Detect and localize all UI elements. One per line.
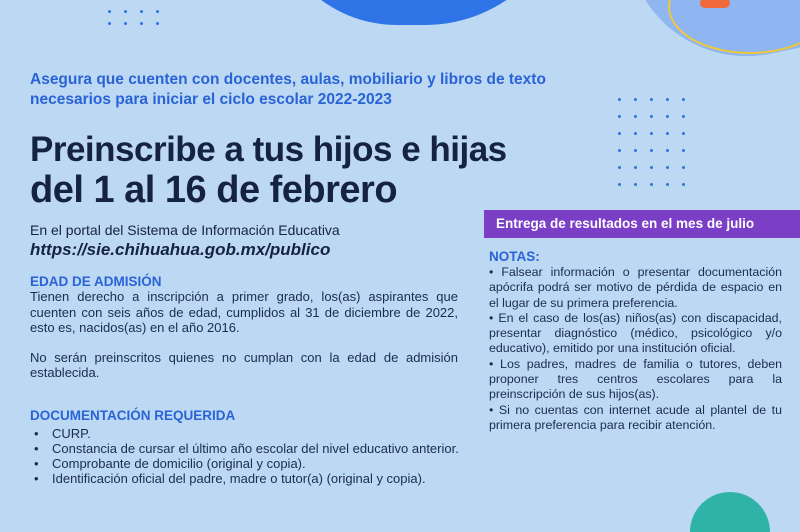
notes-list <box>489 265 782 433</box>
list-item: • Falsear información o presentar documentación apócrifa podrá ser motivo de pérdida de espacio en el lugar de su primera preferencia. <box>489 265 782 310</box>
admission-section <box>30 274 458 381</box>
admission-heading: EDAD DE ADMISIÓN <box>30 274 162 289</box>
list-item: • Comprobante de domicilio (original y copia). <box>34 456 464 471</box>
title-line-2: del 1 al 16 de febrero <box>30 169 398 211</box>
list-item: • En el caso de los(as) niños(as) con discapacidad, presentar diagnóstico (médico, psicológico y/o educativo), emitido por una institución oficial. <box>489 310 782 356</box>
admission-paragraph-1: Tienen derecho a inscripción a primer grado, los(as) aspirantes que cuenten con seis años de edad, cumplidos al 31 de diciembre de 2022, esto es, nacidos(as) en el año 2016. <box>30 289 458 335</box>
pencil-icon <box>700 0 730 8</box>
documents-list <box>34 426 464 486</box>
list-item: • Constancia de cursar el último año escolar del nivel educativo anterior. <box>34 441 464 456</box>
decorative-teal-arc <box>690 492 770 532</box>
list-item: • CURP. <box>34 426 464 441</box>
decorative-blue-blob <box>270 0 570 25</box>
documents-heading: DOCUMENTACIÓN REQUERIDA <box>30 408 236 423</box>
portal-url[interactable]: https://sie.chihuahua.gob.mx/publico <box>30 240 331 259</box>
admission-paragraph-2: No serán preinscritos quienes no cumplan con la edad de admisión establecida. <box>30 350 458 381</box>
subtitle: Asegura que cuenten con docentes, aulas, mobiliario y libros de texto necesarios para iniciar el ciclo escolar 2022-2023 <box>30 71 546 108</box>
decorative-dots-right <box>618 98 685 186</box>
title-line-1: Preinscribe a tus hijos e hijas <box>30 130 507 169</box>
list-item: • Los padres, madres de familia o tutores, deben proponer tres centros escolares para la preinscripción de sus hijos(as). <box>489 356 782 402</box>
portal-text: En el portal del Sistema de Información Educativa <box>30 222 340 238</box>
list-item: • Identificación oficial del padre, madre o tutor(a) (original y copia). <box>34 471 464 486</box>
notes-heading: NOTAS: <box>489 249 540 264</box>
decorative-dots-top <box>108 10 159 25</box>
results-banner: Entrega de resultados en el mes de julio <box>484 210 800 238</box>
decorative-ring <box>668 0 800 54</box>
list-item: • Si no cuentas con internet acude al plantel de tu primera preferencia para recibir atención. <box>489 402 782 432</box>
